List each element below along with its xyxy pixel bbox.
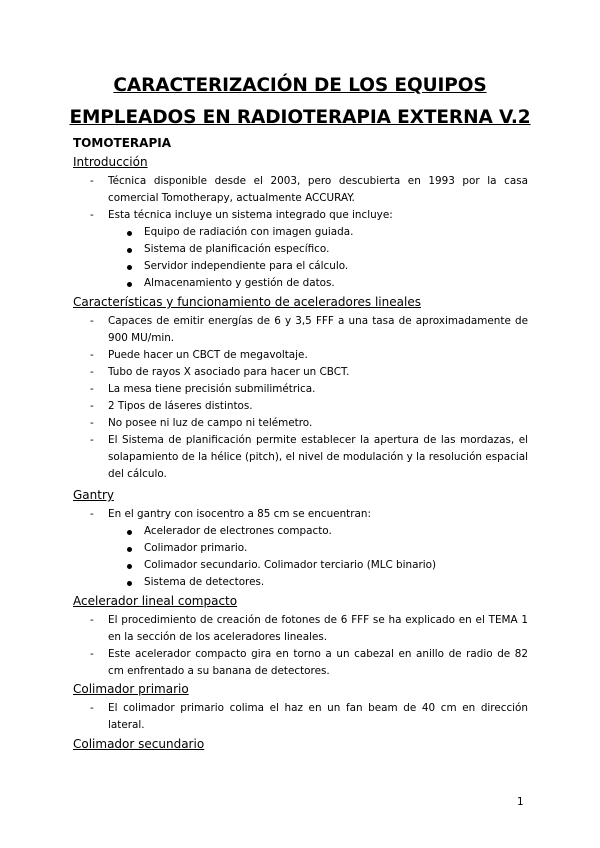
list-item: No posee ni luz de campo ni telémetro. [108, 417, 313, 429]
bullet-icon [127, 265, 132, 270]
list-dash: - [90, 417, 94, 429]
page-number: 1 [517, 796, 524, 808]
list-dash: - [90, 400, 94, 412]
list-item: El colimador primario colima el haz en un fan beam de 40 cm en dirección lateral. [108, 702, 528, 731]
bullet-item: Sistema de planificación específico. [144, 243, 330, 255]
bullet-item: Colimador primario. [144, 542, 248, 554]
bullet-icon [127, 282, 132, 287]
heading-colimador-secundario: Colimador secundario [73, 737, 205, 751]
bullet-item: Acelerador de electrones compacto. [144, 525, 332, 537]
list-item: Capaces de emitir energías de 6 y 3,5 FFF a una tasa de aproximadamente de 900 MU/min. [108, 315, 528, 344]
list-item: Técnica disponible desde el 2003, pero descubierta en 1993 por la casa comercial Tomotherapy, actualmente ACCURAY. [108, 175, 528, 204]
list-dash: - [90, 508, 94, 520]
list-dash: - [90, 315, 94, 327]
heading-introduccion: Introducción [73, 155, 148, 169]
list-dash: - [90, 383, 94, 395]
list-dash: - [90, 434, 94, 446]
list-item: El Sistema de planificación permite establecer la apertura de las mordazas, el solapamiento de la hélice (pitch), el nivel de modulación y la resolución espacial del cálculo. [108, 434, 528, 480]
bullet-icon [127, 530, 132, 535]
heading-colimador-primario: Colimador primario [73, 682, 189, 696]
list-item: La mesa tiene precisión submilimétrica. [108, 383, 316, 395]
list-item: Este acelerador compacto gira en torno a un cabezal en anillo de radio de 82 cm enfrentado a su banana de detectores. [108, 648, 528, 677]
list-item: Puede hacer un CBCT de megavoltaje. [108, 349, 308, 361]
bullet-icon [127, 231, 132, 236]
section-title: TOMOTERAPIA [73, 136, 171, 150]
list-dash: - [90, 349, 94, 361]
list-item: En el gantry con isocentro a 85 cm se encuentran: [108, 508, 371, 520]
list-dash: - [90, 175, 94, 187]
title-line-1: CARACTERIZACIÓN DE LOS EQUIPOS [113, 75, 487, 96]
bullet-icon [127, 581, 132, 586]
list-dash: - [90, 366, 94, 378]
bullet-icon [127, 248, 132, 253]
bullet-icon [127, 564, 132, 569]
list-item: Tubo de rayos X asociado para hacer un CBCT. [108, 366, 350, 378]
heading-caracteristicas: Características y funcionamiento de aceleradores lineales [73, 295, 421, 309]
list-dash: - [90, 209, 94, 221]
bullet-item: Sistema de detectores. [144, 576, 265, 588]
list-item: 2 Tipos de láseres distintos. [108, 400, 253, 412]
bullet-icon [127, 547, 132, 552]
heading-gantry: Gantry [73, 488, 114, 502]
heading-acelerador: Acelerador lineal compacto [73, 594, 238, 608]
bullet-item: Servidor independiente para el cálculo. [144, 260, 349, 272]
list-dash: - [90, 614, 94, 626]
bullet-item: Almacenamiento y gestión de datos. [144, 277, 335, 289]
bullet-item: Colimador secundario. Colimador terciario (MLC binario) [144, 559, 437, 571]
list-dash: - [90, 648, 94, 660]
bullet-item: Equipo de radiación con imagen guiada. [144, 226, 354, 238]
list-item: Esta técnica incluye un sistema integrado que incluye: [108, 209, 393, 221]
list-item: El procedimiento de creación de fotones de 6 FFF se ha explicado en el TEMA 1 en la sección de los aceleradores lineales. [108, 614, 528, 643]
list-dash: - [90, 702, 94, 714]
title-line-2: EMPLEADOS EN RADIOTERAPIA EXTERNA V.2 [69, 107, 531, 128]
